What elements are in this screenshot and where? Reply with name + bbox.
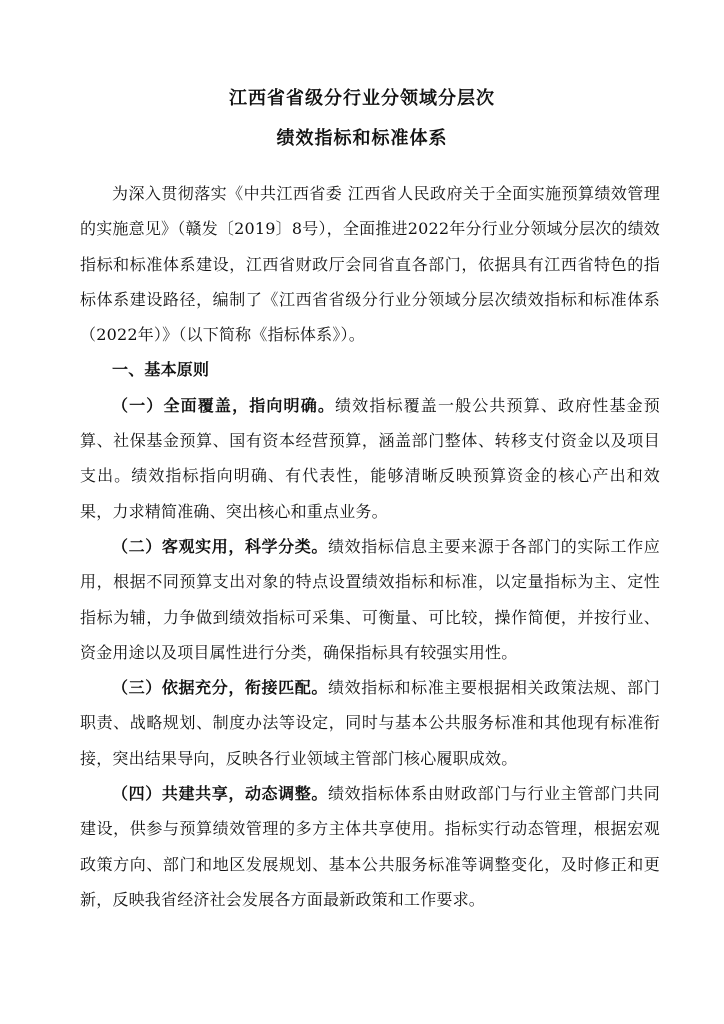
intro-paragraph: 为深入贯彻落实《中共江西省委 江西省人民政府关于全面实施预算绩效管理的实施意见》（赣发〔2019〕8号），全面推进2022年分行业分领域分层次的绩效指标和标准体系建设，江西省财政厅会同省直各部门，依据具有江西省特色的指标体系建设路径，编制了《江西省省级分行业分领域分层次绩效指标和标准体系（2022年）》（以下简称《指标体系》）。 (80, 184, 660, 345)
principle-paragraph-3 (80, 670, 660, 776)
principle-paragraph-4 (80, 776, 660, 917)
principle-lead-4: （四）共建共享，动态调整。 (112, 784, 329, 804)
document-title-line2: 绩效指标和标准体系 (276, 128, 448, 149)
principle-lead-2: （二）客观实用，科学分类。 (112, 536, 329, 556)
principle-lead-3: （三）依据充分，衔接匹配。 (112, 678, 329, 698)
principle-text-4: 绩效指标体系由财政部门与行业主管部门共同建设，供参与预算绩效管理的多方主体共享使用。指标实行动态管理，根据宏观政策方向、部门和地区发展规划、基本公共服务标准等调整变化，及时修正和更新，反映我省经济社会发展各方面最新政策和工作要求。 (80, 784, 660, 909)
principle-text-1: 绩效指标覆盖一般公共预算、政府性基金预算、社保基金预算、国有资本经营预算，涵盖部门整体、转移支付资金以及项目支出。绩效指标指向明确、有代表性，能够清晰反映预算资金的核心产出和效果，力求精简准确、突出核心和重点业务。 (80, 395, 660, 521)
principle-lead-1: （一）全面覆盖，指向明确。 (112, 395, 336, 415)
principle-paragraph-1 (80, 388, 660, 529)
principle-text-3: 绩效指标和标准主要根据相关政策法规、部门职责、战略规划、制度办法等设定，同时与基本公共服务标准和其他现有标准衔接，突出结果导向，反映各行业领域主管部门核心履职成效。 (80, 678, 660, 768)
document-title-line1: 江西省省级分行业分领域分层次 (229, 88, 495, 109)
document-body (80, 176, 660, 917)
principle-paragraph-2 (80, 529, 660, 670)
principle-text-2: 绩效指标信息主要来源于各部门的实际工作应用，根据不同预算支出对象的特点设置绩效指标和标准，以定量指标为主、定性指标为辅，力争做到绩效指标可采集、可衡量、可比较，操作简便，并按行业、资金用途以及项目属性进行分类，确保指标具有较强实用性。 (80, 536, 660, 662)
section-heading-basic-principles: 一、基本原则 (112, 360, 210, 380)
